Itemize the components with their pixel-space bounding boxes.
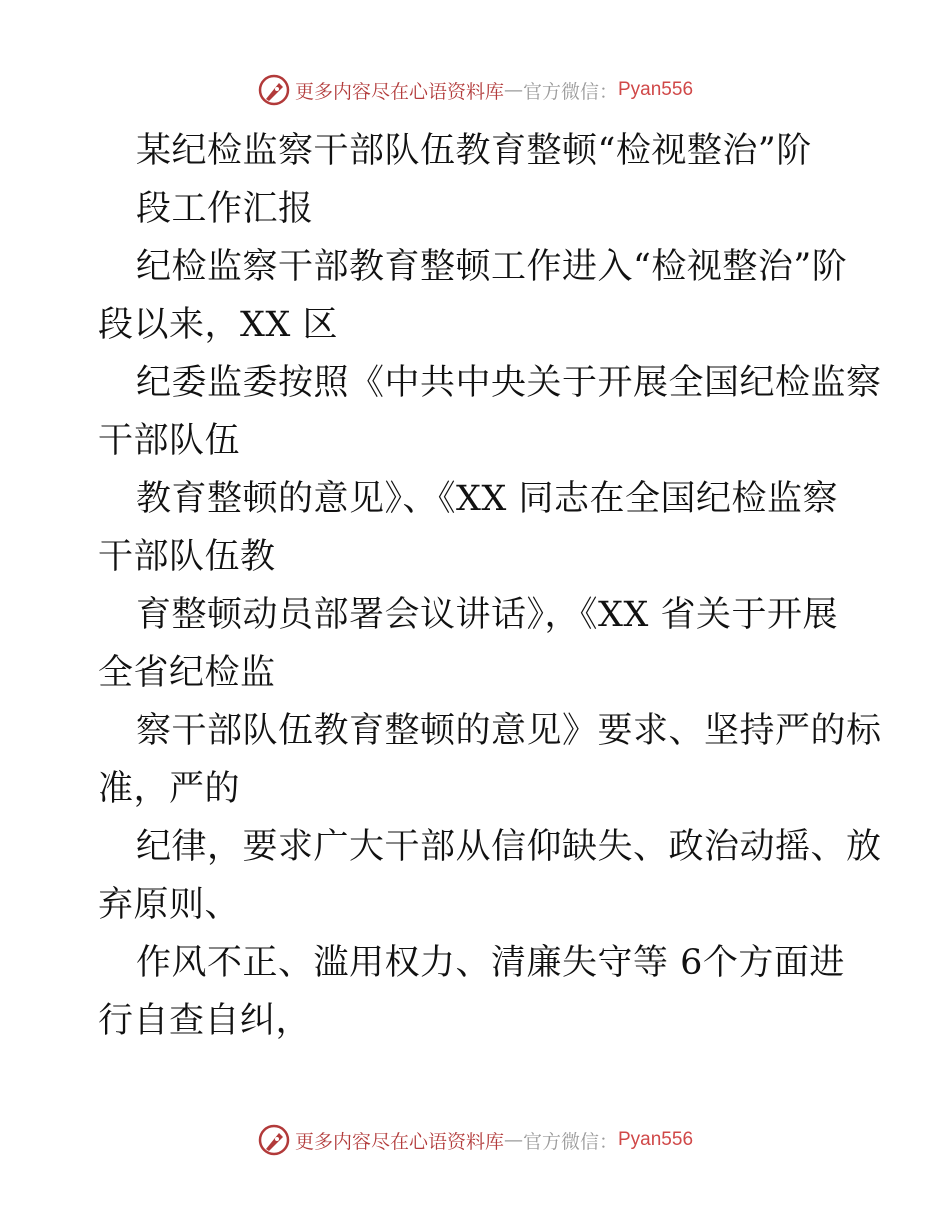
paragraph-line: 干部队伍教 (98, 537, 276, 577)
pen-nib-logo-icon (257, 73, 291, 107)
banner-separator: — (503, 1129, 523, 1151)
banner-wechat-id: Pyan556 (618, 1129, 694, 1150)
banner-text: 更多内容尽在心语资料库 (294, 80, 504, 103)
document-title-line-1: 某纪检监察干部队伍教育整顿“检视整治”阶 (136, 131, 812, 171)
banner-text: 更多内容尽在心语资料库 (294, 1130, 504, 1153)
paragraph-line: 弃原则、 (98, 885, 241, 925)
footer-banner (0, 1120, 950, 1160)
document-title-line-2: 段工作汇报 (136, 189, 314, 229)
banner-separator: — (503, 79, 523, 101)
paragraph-line: 准，严的 (98, 769, 241, 809)
paragraph-line: 干部队伍 (98, 421, 241, 461)
banner-wechat-label: 官方微信： (522, 80, 618, 103)
pen-nib-logo-icon (257, 1123, 291, 1157)
paragraph-line: 作风不正、滥用权力、清廉失守等 6个方面进 (136, 943, 845, 983)
paragraph-line: 教育整顿的意见》、《XX 同志在全国纪检监察 (136, 479, 838, 519)
banner-wechat-id: Pyan556 (618, 79, 694, 100)
paragraph-line: 纪律，要求广大干部从信仰缺失、政治动摇、放 (136, 827, 882, 867)
paragraph-line: 育整顿动员部署会议讲话》，《XX 省关于开展 (136, 595, 838, 635)
paragraph-line: 察干部队伍教育整顿的意见》要求、坚持严的标 (136, 711, 882, 751)
document-body (98, 122, 882, 1050)
paragraph-line: 行自查自纠， (98, 1001, 312, 1041)
paragraph-line: 段以来，XX 区 (98, 305, 338, 345)
paragraph-line: 纪检监察干部教育整顿工作进入“检视整治”阶 (136, 247, 848, 287)
header-banner (0, 70, 950, 110)
paragraph-line: 全省纪检监 (98, 653, 276, 693)
banner-wechat-label: 官方微信： (522, 1130, 618, 1153)
paragraph-line: 纪委监委按照《中共中央关于开展全国纪检监察 (136, 363, 882, 403)
